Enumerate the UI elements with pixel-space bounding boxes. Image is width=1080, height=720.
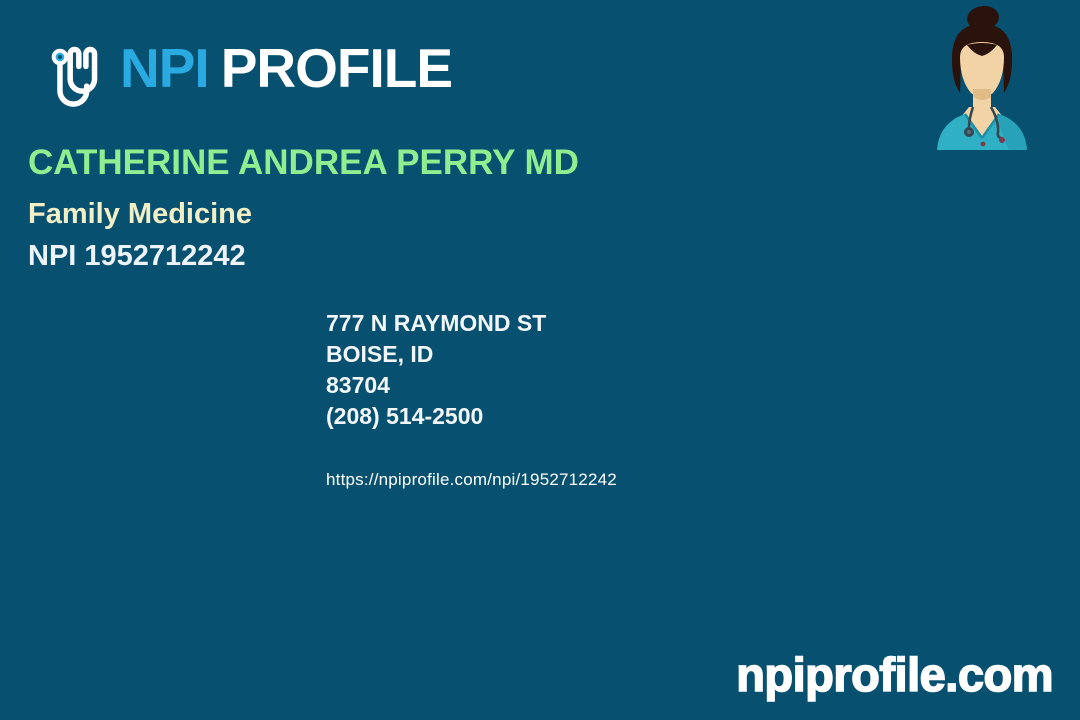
logo-npi-label: NPI bbox=[120, 37, 209, 99]
site-logo bbox=[26, 24, 452, 112]
provider-name: CATHERINE ANDREA PERRY MD bbox=[28, 143, 579, 182]
footer-site-name: npiprofile.com bbox=[736, 648, 1053, 701]
contact-block bbox=[326, 308, 546, 432]
stethoscope-icon bbox=[26, 24, 112, 112]
profile-url-link[interactable]: https://npiprofile.com/npi/1952712242 bbox=[326, 470, 617, 489]
nurse-avatar bbox=[925, 5, 1035, 150]
address-line-1: 777 N RAYMOND ST bbox=[326, 310, 547, 336]
provider-npi-number: NPI 1952712242 bbox=[28, 240, 246, 272]
address-zip: 83704 bbox=[326, 372, 390, 398]
site-logo-text bbox=[120, 24, 452, 112]
address-line-2: BOISE, ID bbox=[326, 341, 434, 367]
provider-specialty: Family Medicine bbox=[28, 198, 253, 230]
phone-number: (208) 514-2500 bbox=[326, 403, 484, 429]
logo-profile-label: PROFILE bbox=[220, 37, 453, 99]
